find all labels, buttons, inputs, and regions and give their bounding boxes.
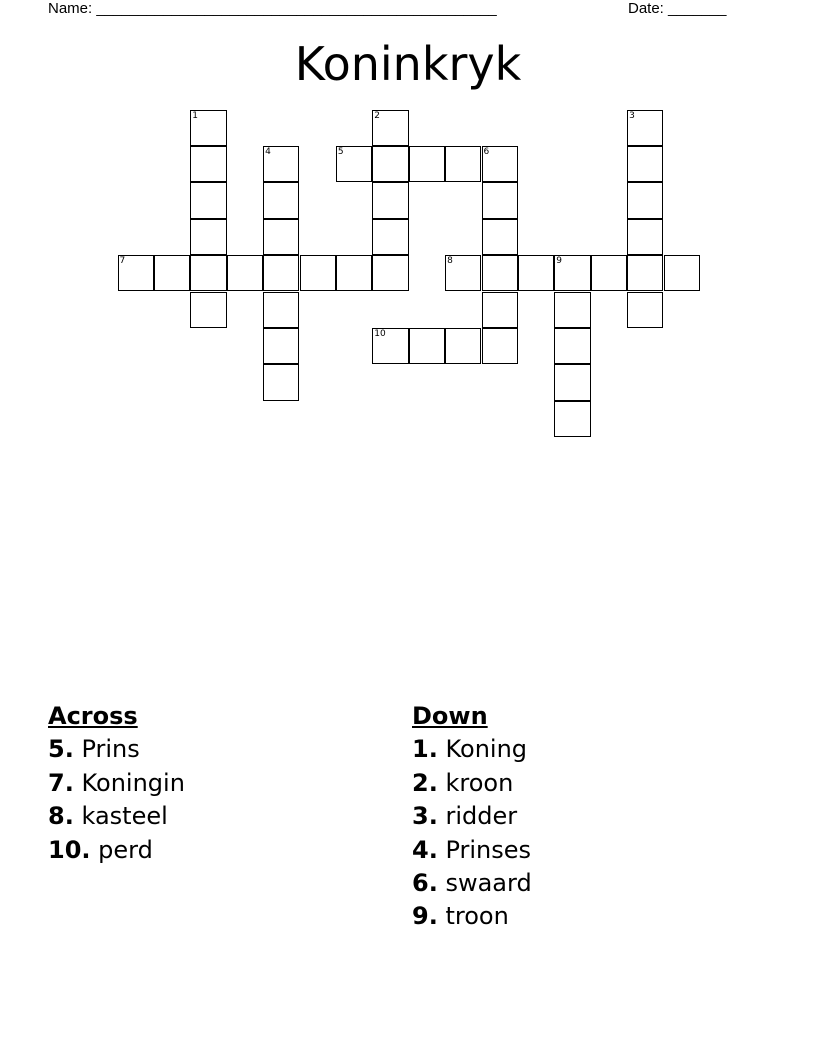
grid-cell[interactable] (554, 255, 590, 291)
clue-text: Prins (81, 735, 140, 764)
grid-cell[interactable] (372, 219, 408, 255)
clue-down (412, 834, 532, 867)
grid-cell[interactable] (118, 255, 154, 291)
grid-cell[interactable] (336, 146, 372, 182)
grid-cell[interactable] (627, 292, 663, 328)
clue-across (48, 800, 185, 833)
grid-cell[interactable] (482, 219, 518, 255)
clue-number: 9. (412, 902, 438, 931)
name-field-label: Name: ________________________________________________ (48, 0, 497, 17)
clue-number: 4. (412, 835, 438, 864)
grid-cell[interactable] (190, 110, 226, 146)
clue-number: 10. (48, 835, 91, 864)
grid-cell[interactable] (627, 146, 663, 182)
grid-cell[interactable] (664, 255, 700, 291)
clue-number: 8. (48, 802, 74, 831)
clue-number: 3. (412, 802, 438, 831)
grid-cell[interactable] (372, 255, 408, 291)
clue-across (48, 767, 185, 800)
grid-cell[interactable] (409, 146, 445, 182)
grid-cell[interactable] (518, 255, 554, 291)
grid-cell[interactable] (409, 328, 445, 364)
clue-number-label: 10 (374, 328, 386, 339)
grid-cell[interactable] (372, 110, 408, 146)
clue-number: 7. (48, 768, 74, 797)
grid-cell[interactable] (154, 255, 190, 291)
grid-cell[interactable] (627, 110, 663, 146)
grid-cell[interactable] (263, 292, 299, 328)
grid-cell[interactable] (554, 401, 590, 437)
down-clues (412, 700, 532, 934)
clue-down (412, 767, 532, 800)
clue-down (412, 867, 532, 900)
grid-cell[interactable] (627, 255, 663, 291)
grid-cell[interactable] (372, 328, 408, 364)
clue-number-label: 6 (483, 146, 490, 157)
grid-cell[interactable] (482, 292, 518, 328)
clue-number-label: 1 (192, 110, 199, 121)
clue-number-label: 5 (337, 146, 344, 157)
grid-cell[interactable] (372, 182, 408, 218)
grid-cell[interactable] (300, 255, 336, 291)
grid-cell[interactable] (190, 219, 226, 255)
clue-number: 2. (412, 768, 438, 797)
grid-cell[interactable] (190, 182, 226, 218)
clue-number-label: 2 (374, 110, 381, 121)
grid-cell[interactable] (336, 255, 372, 291)
grid-cell[interactable] (627, 219, 663, 255)
clue-text: Koning (445, 735, 528, 764)
clue-number: 5. (48, 735, 74, 764)
grid-cell[interactable] (591, 255, 627, 291)
clue-number: 1. (412, 735, 438, 764)
clue-text: troon (445, 902, 509, 931)
grid-cell[interactable] (445, 255, 481, 291)
grid-cell[interactable] (263, 219, 299, 255)
clue-down (412, 900, 532, 933)
clue-number-label: 8 (447, 256, 453, 267)
clue-across (48, 834, 185, 867)
clue-number: 6. (412, 869, 438, 898)
date-field-label: Date: _______ (628, 0, 727, 17)
grid-cell[interactable] (190, 292, 226, 328)
clue-down (412, 800, 532, 833)
clue-text: kasteel (81, 802, 168, 831)
crossword-grid (0, 0, 816, 460)
clue-number-label: 9 (556, 256, 563, 267)
grid-cell[interactable] (482, 255, 518, 291)
grid-cell[interactable] (482, 146, 518, 182)
grid-cell[interactable] (554, 364, 590, 400)
grid-cell[interactable] (554, 328, 590, 364)
clue-number-label: 3 (629, 110, 635, 121)
grid-cell[interactable] (263, 182, 299, 218)
grid-cell[interactable] (263, 364, 299, 400)
grid-cell[interactable] (372, 146, 408, 182)
grid-cell[interactable] (554, 292, 590, 328)
clue-text: Koningin (81, 768, 185, 797)
clue-across (48, 733, 185, 766)
across-heading: Across (48, 702, 138, 730)
grid-cell[interactable] (445, 146, 481, 182)
grid-cell[interactable] (190, 146, 226, 182)
grid-cell[interactable] (190, 255, 226, 291)
page-title: Koninkryk (294, 37, 522, 91)
clue-number-label: 7 (119, 256, 126, 267)
grid-cell[interactable] (482, 182, 518, 218)
clue-text: perd (98, 835, 153, 864)
down-heading: Down (412, 702, 488, 730)
grid-cell[interactable] (482, 328, 518, 364)
grid-cell[interactable] (227, 255, 263, 291)
across-clues (48, 700, 185, 867)
grid-cell[interactable] (445, 328, 481, 364)
clue-text: ridder (445, 802, 518, 831)
grid-cell[interactable] (263, 146, 299, 182)
grid-cell[interactable] (627, 182, 663, 218)
clue-number-label: 4 (265, 146, 271, 157)
grid-cell[interactable] (263, 328, 299, 364)
clue-text: swaard (445, 869, 532, 898)
clue-text: Prinses (445, 835, 532, 864)
clue-down (412, 733, 532, 766)
clue-text: kroon (445, 768, 514, 797)
grid-cell[interactable] (263, 255, 299, 291)
